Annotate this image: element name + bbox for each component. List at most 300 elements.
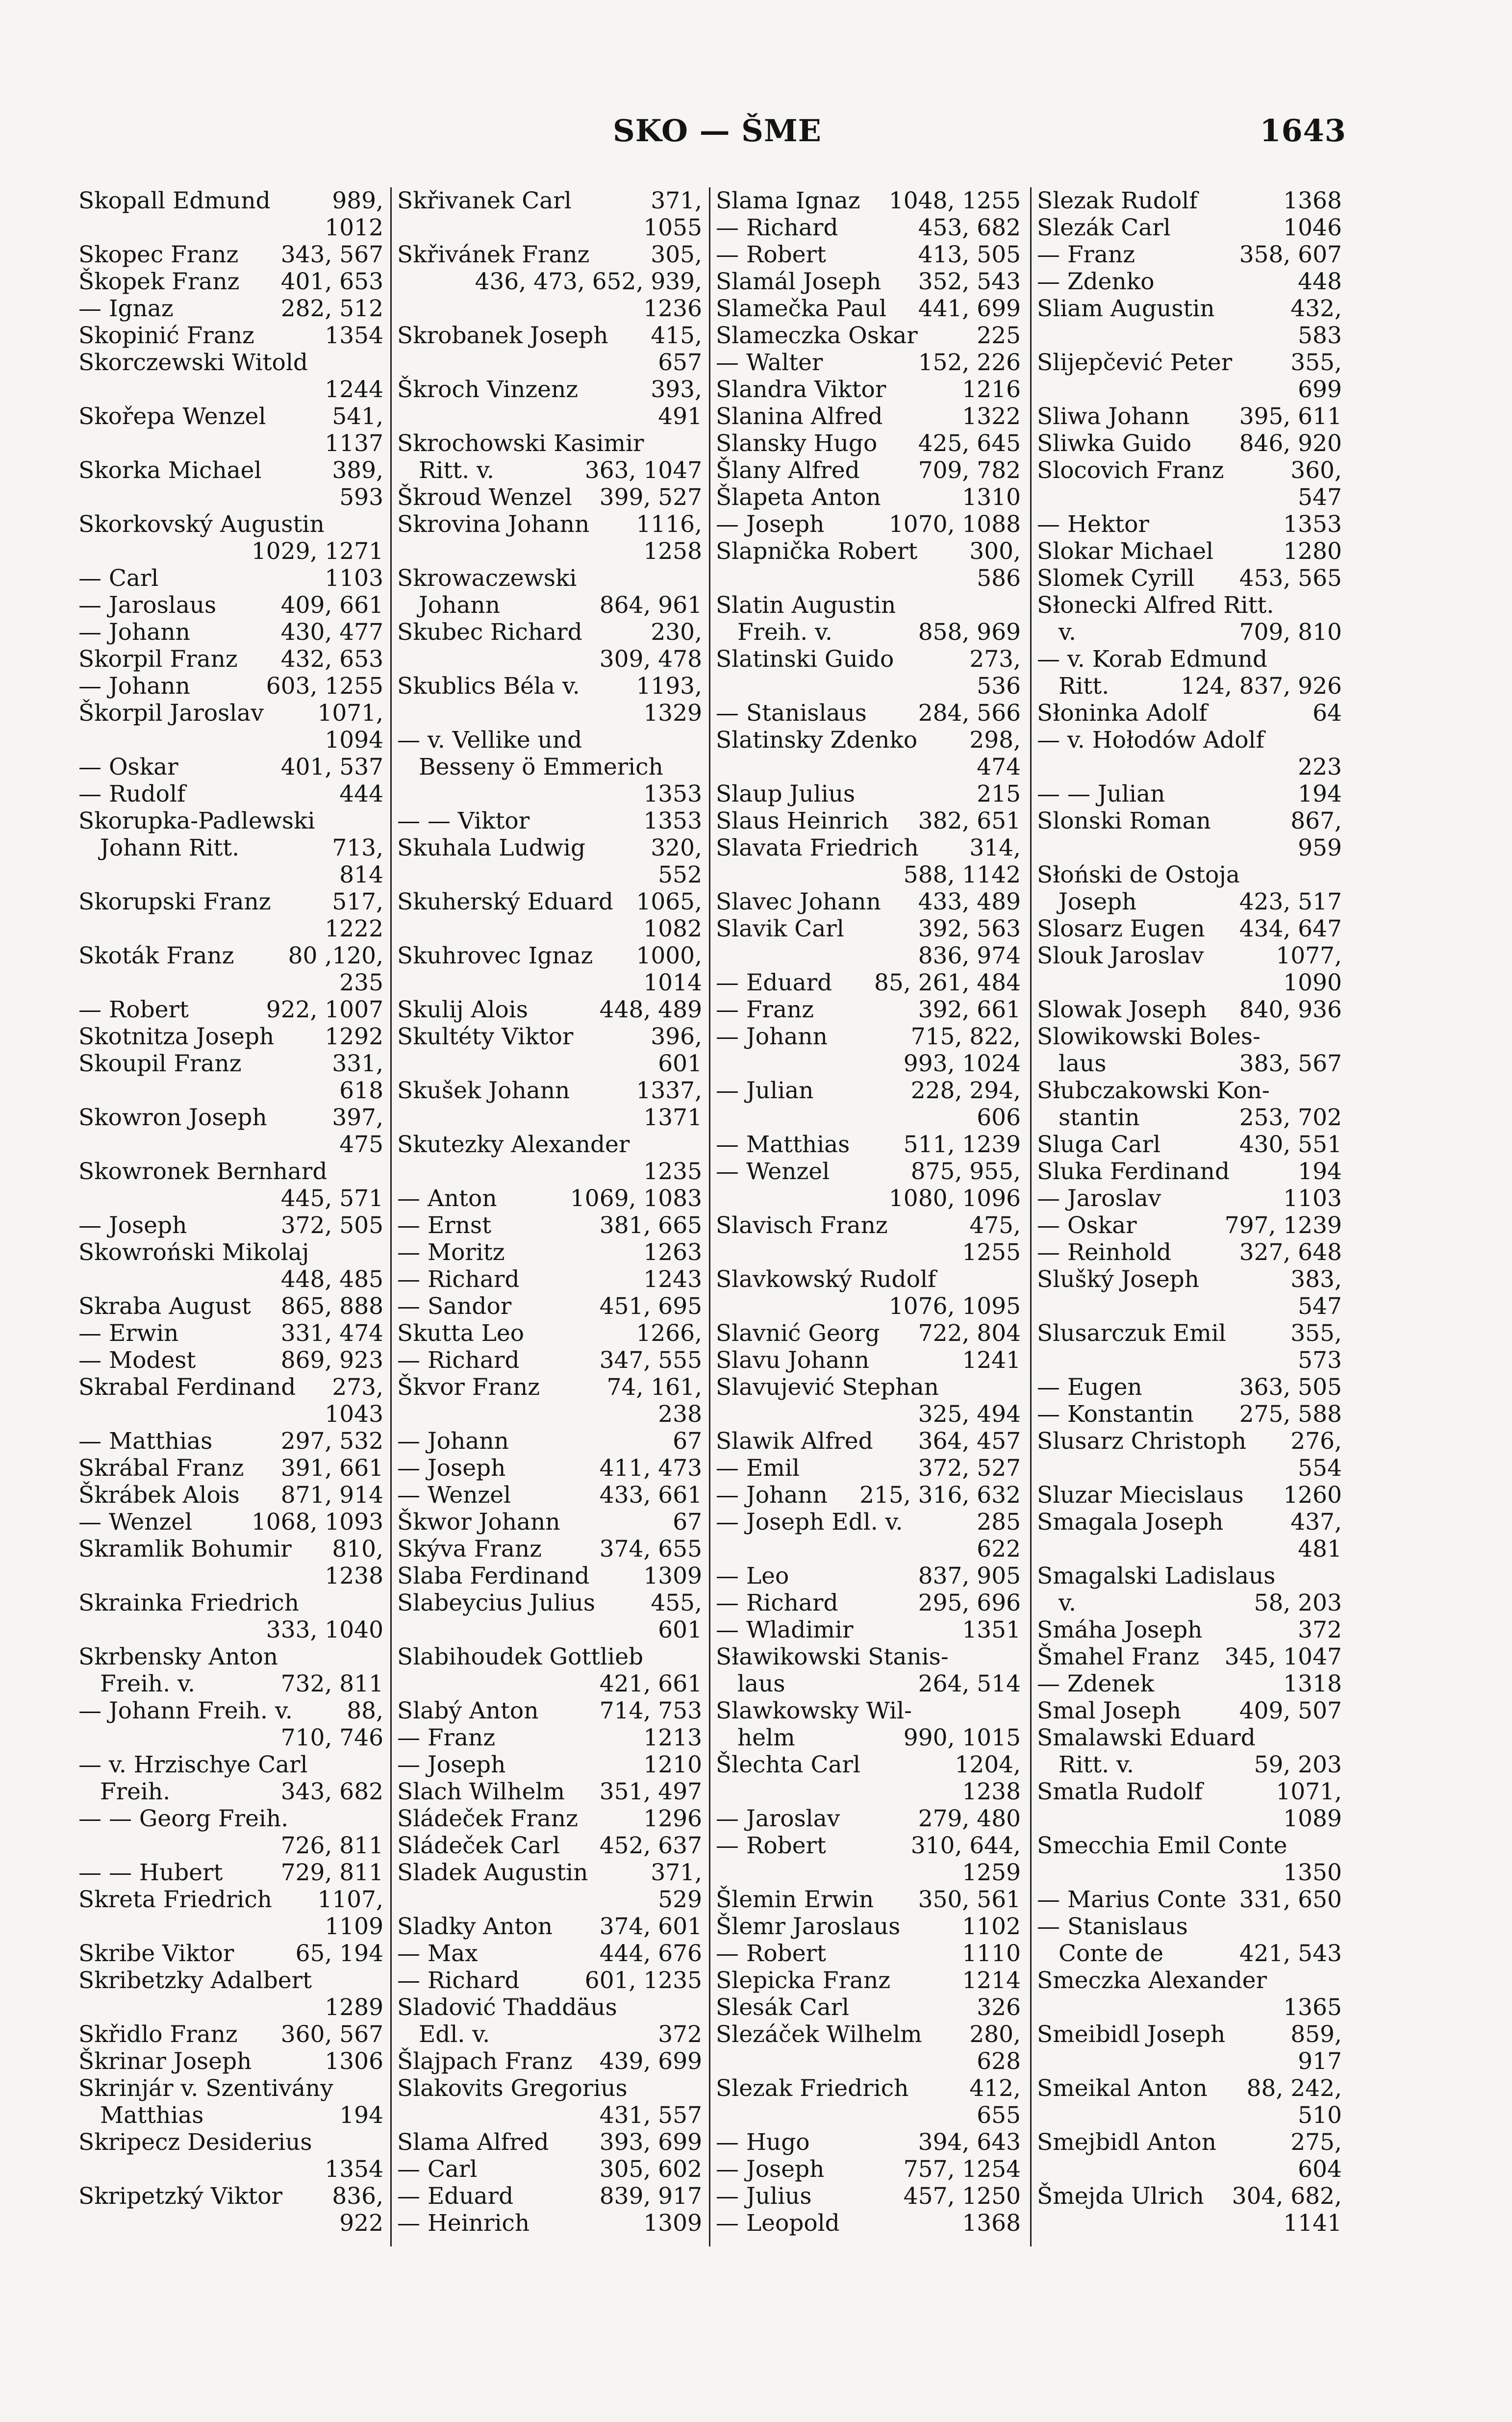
entry-page-refs: 1210 xyxy=(643,1751,702,1778)
entry-page-refs: 481 xyxy=(1298,1536,1342,1563)
entry-name: Slusarz Christoph xyxy=(1037,1428,1247,1455)
entry-name: — Eugen xyxy=(1037,1374,1142,1401)
entry-page-refs: 372, 527 xyxy=(918,1455,1021,1482)
directory-entry-line xyxy=(397,2075,702,2102)
entry-name: Slaup Julius xyxy=(716,781,856,807)
entry-name: Slawik Alfred xyxy=(716,1428,873,1455)
entry-page-refs: 279, 480 xyxy=(918,1805,1021,1832)
entry-name: Skušek Johann xyxy=(397,1077,570,1104)
directory-entry-line xyxy=(716,268,1021,295)
entry-page-refs: 1000, xyxy=(636,942,702,969)
entry-name: — Wenzel xyxy=(397,1482,511,1509)
entry-page-refs: 875, 955, xyxy=(910,1158,1021,1185)
entry-page-refs: 399, 527 xyxy=(599,484,702,511)
entry-name: — Robert xyxy=(78,996,189,1023)
entry-name: Skoupil Franz xyxy=(78,1050,242,1077)
entry-page-refs: 360, 567 xyxy=(280,2021,383,2048)
directory-entry-line xyxy=(716,2210,1021,2237)
entry-name: — Joseph xyxy=(78,1212,187,1239)
directory-entry-line xyxy=(397,861,702,888)
entry-page-refs: 1337, xyxy=(636,1077,702,1104)
entry-page-refs: 397, xyxy=(332,1104,383,1131)
entry-name: — Zdenek xyxy=(1037,1670,1155,1697)
entry-name: Škroch Vinzenz xyxy=(397,376,579,403)
entry-page-refs: 393, 699 xyxy=(599,2129,702,2156)
entry-page-refs: 412, xyxy=(969,2075,1021,2102)
entry-page-refs: 80 ,120, xyxy=(288,942,383,969)
entry-name: Skotnitza Joseph xyxy=(78,1023,275,1050)
directory-entry-line xyxy=(1037,915,1342,942)
directory-entry-line xyxy=(716,727,1021,754)
directory-entry-line xyxy=(78,511,383,538)
entry-page-refs: 554 xyxy=(1298,1455,1342,1482)
entry-name: Škorpil Jaroslav xyxy=(78,700,264,727)
entry-name: Sliwka Guido xyxy=(1037,430,1192,457)
directory-entry-line xyxy=(78,1967,383,1994)
entry-page-refs: 713, xyxy=(332,834,383,861)
directory-entry-line xyxy=(78,592,383,619)
entry-page-refs: 1070, 1088 xyxy=(888,511,1021,538)
directory-entry-line xyxy=(716,1589,1021,1616)
directory-entry-line xyxy=(78,781,383,807)
entry-page-refs: 421, 661 xyxy=(599,1670,702,1697)
entry-page-refs: 215 xyxy=(977,781,1021,807)
entry-name: — v. Hrzischye Carl xyxy=(78,1751,308,1778)
entry-name: Škrinar Joseph xyxy=(78,2048,252,2075)
entry-page-refs: 228, 294, xyxy=(910,1077,1021,1104)
entry-name: Skowron Joseph xyxy=(78,1104,267,1131)
entry-page-refs: 452, 637 xyxy=(599,1832,702,1859)
directory-entry-line xyxy=(397,1886,702,1913)
entry-page-refs: 374, 601 xyxy=(599,1913,702,1940)
entry-page-refs: 457, 1250 xyxy=(903,2183,1021,2210)
entry-page-refs: 1259 xyxy=(962,1859,1021,1886)
entry-page-refs: 1309 xyxy=(643,1563,702,1589)
entry-page-refs: 475 xyxy=(339,1131,383,1158)
directory-entry-line xyxy=(1037,1589,1342,1616)
directory-entry-line xyxy=(716,1482,1021,1509)
entry-page-refs: 922 xyxy=(339,2210,383,2237)
entry-page-refs: 1109 xyxy=(325,1913,383,1940)
entry-name: Slouk Jaroslav xyxy=(1037,942,1204,969)
entry-name: Skoták Franz xyxy=(78,942,234,969)
entry-name: Sladky Anton xyxy=(397,1913,553,1940)
entry-name: Skulij Alois xyxy=(397,996,528,1023)
entry-page-refs: 726, 811 xyxy=(280,1832,383,1859)
entry-page-refs: 1110 xyxy=(962,1940,1021,1967)
entry-name: — Hektor xyxy=(1037,511,1149,538)
entry-page-refs: 88, xyxy=(347,1697,383,1724)
directory-entry-line xyxy=(716,2048,1021,2075)
entry-name: Skopall Edmund xyxy=(78,187,271,214)
directory-entry-line xyxy=(397,1697,702,1724)
directory-entry-line xyxy=(78,1158,383,1185)
entry-name: Slama Ignaz xyxy=(716,187,860,214)
entry-page-refs: 448, 489 xyxy=(599,996,702,1023)
directory-entry-line xyxy=(1037,1643,1342,1670)
directory-entry-line xyxy=(397,349,702,376)
entry-page-refs: 1354 xyxy=(325,322,383,349)
entry-name: Skýva Franz xyxy=(397,1536,542,1563)
entry-name: Slavu Johann xyxy=(716,1347,869,1374)
directory-entry-line xyxy=(397,1293,702,1320)
entry-page-refs: 314, xyxy=(969,834,1021,861)
entry-page-refs: 282, 512 xyxy=(280,295,383,322)
directory-entry-line xyxy=(397,1967,702,1994)
entry-page-refs: 1255 xyxy=(962,1239,1021,1266)
directory-entry-line xyxy=(1037,1374,1342,1401)
entry-page-refs: 917 xyxy=(1298,2048,1342,2075)
entry-page-refs: 124, 837, 926 xyxy=(1181,673,1342,700)
entry-name: — Richard xyxy=(716,1589,838,1616)
directory-entry-line xyxy=(1037,1050,1342,1077)
entry-name: — Julian xyxy=(716,1077,814,1104)
entry-page-refs: 64 xyxy=(1312,700,1342,727)
directory-entry-line xyxy=(397,1940,702,1967)
entry-page-refs: 715, 822, xyxy=(910,1023,1021,1050)
directory-entry-line xyxy=(716,2102,1021,2129)
entry-page-refs: 409, 661 xyxy=(280,592,383,619)
entry-name: Šlemr Jaroslaus xyxy=(716,1913,901,1940)
directory-entry-line xyxy=(397,700,702,727)
entry-page-refs: 588, 1142 xyxy=(903,861,1021,888)
page-number: 1643 xyxy=(1260,113,1346,149)
directory-entry-line xyxy=(397,1778,702,1805)
entry-name: Skubec Richard xyxy=(397,619,582,646)
entry-name: Skrainka Friedrich xyxy=(78,1589,300,1616)
entry-page-refs: 331, 474 xyxy=(280,1320,383,1347)
entry-page-refs: 1238 xyxy=(962,1778,1021,1805)
entry-page-refs: 1296 xyxy=(643,1805,702,1832)
entry-name: Skřidlo Franz xyxy=(78,2021,238,2048)
entry-page-refs: 448, 485 xyxy=(280,1266,383,1293)
entry-page-refs: 1280 xyxy=(1283,538,1342,565)
entry-page-refs: 1371 xyxy=(643,1104,702,1131)
entry-page-refs: 1222 xyxy=(325,915,383,942)
entry-name: Skrábal Franz xyxy=(78,1455,244,1482)
directory-entry-line xyxy=(397,1185,702,1212)
entry-page-refs: 305, xyxy=(651,241,702,268)
directory-entry-line xyxy=(716,1832,1021,1859)
entry-name: — v. Vellike und xyxy=(397,727,582,754)
entry-page-refs: 333, 1040 xyxy=(266,1616,383,1643)
directory-entry-line xyxy=(716,2156,1021,2183)
entry-name: — Ignaz xyxy=(78,295,174,322)
entry-page-refs: 836, xyxy=(332,2183,383,2210)
entry-page-refs: 601 xyxy=(658,1050,702,1077)
directory-entry-line xyxy=(397,888,702,915)
entry-name: — Marius Conte xyxy=(1037,1886,1227,1913)
entry-page-refs: 74, 161, xyxy=(606,1374,702,1401)
directory-entry-line xyxy=(1037,1994,1342,2021)
column-1 xyxy=(78,187,383,2237)
directory-entry-line xyxy=(397,1212,702,1239)
entry-page-refs: 295, 696 xyxy=(918,1589,1021,1616)
directory-entry-line xyxy=(78,1643,383,1670)
directory-entry-line xyxy=(78,2102,383,2129)
directory-entry-line xyxy=(716,187,1021,214)
directory-entry-line xyxy=(1037,1805,1342,1832)
directory-entry-line xyxy=(397,511,702,538)
entry-page-refs: 1368 xyxy=(1283,187,1342,214)
entry-name: — Eduard xyxy=(716,969,832,996)
directory-entry-line xyxy=(397,214,702,241)
entry-name: Skopinić Franz xyxy=(78,322,254,349)
entry-page-refs: 1260 xyxy=(1283,1482,1342,1509)
entry-name: — Richard xyxy=(397,1347,520,1374)
directory-entry-line xyxy=(78,861,383,888)
entry-name: — Johann xyxy=(397,1428,509,1455)
entry-page-refs: 360, xyxy=(1290,457,1342,484)
directory-entry-line xyxy=(1037,673,1342,700)
entry-name: — Walter xyxy=(716,349,823,376)
entry-page-refs: 1137 xyxy=(325,430,383,457)
entry-name: Slepicka Franz xyxy=(716,1967,891,1994)
entry-name: Slaus Heinrich xyxy=(716,807,889,834)
directory-entry-line xyxy=(78,727,383,754)
directory-entry-line xyxy=(397,2129,702,2156)
entry-name: Slanina Alfred xyxy=(716,403,883,430)
directory-entry-line xyxy=(716,403,1021,430)
directory-entry-line xyxy=(1037,322,1342,349)
entry-name: Skripetzký Viktor xyxy=(78,2183,282,2210)
entry-page-refs: 444 xyxy=(339,781,383,807)
directory-entry-line xyxy=(1037,942,1342,969)
directory-entry-line xyxy=(716,1266,1021,1293)
directory-entry-line xyxy=(78,1347,383,1374)
directory-entry-line xyxy=(716,1077,1021,1104)
entry-name: Skrochowski Kasimir xyxy=(397,430,644,457)
entry-name: Sluzar Miecislaus xyxy=(1037,1482,1244,1509)
entry-page-refs: 453, 682 xyxy=(918,214,1021,241)
entry-page-refs: 194 xyxy=(1298,1158,1342,1185)
entry-name: — Robert xyxy=(716,241,826,268)
entry-name: — Leopold xyxy=(716,2210,840,2237)
entry-page-refs: 391, 661 xyxy=(280,1455,383,1482)
directory-entry-line xyxy=(716,1104,1021,1131)
entry-name: — Joseph xyxy=(716,2156,825,2183)
entry-name: Slomek Cyrill xyxy=(1037,565,1195,592)
directory-entry-line xyxy=(78,1050,383,1077)
entry-name: — Eduard xyxy=(397,2183,514,2210)
directory-entry-line xyxy=(78,2183,383,2210)
entry-name: Sluga Carl xyxy=(1037,1131,1161,1158)
entry-page-refs: 586 xyxy=(977,565,1021,592)
entry-page-refs: 401, 653 xyxy=(280,268,383,295)
entry-name: — Johann xyxy=(78,619,190,646)
entry-page-refs: 1241 xyxy=(962,1347,1021,1374)
directory-entry-line xyxy=(78,1616,383,1643)
directory-entry-line xyxy=(78,1401,383,1428)
entry-page-refs: 709, 810 xyxy=(1239,619,1342,646)
directory-entry-line xyxy=(397,646,702,673)
entry-name: Skopec Franz xyxy=(78,241,239,268)
entry-page-refs: 757, 1254 xyxy=(903,2156,1021,2183)
directory-entry-line xyxy=(397,1428,702,1455)
directory-entry-line xyxy=(716,1994,1021,2021)
directory-entry-line xyxy=(716,1643,1021,1670)
entry-page-refs: 436, 473, 652, 939, xyxy=(475,268,702,295)
entry-name: Skowroński Mikolaj xyxy=(78,1239,309,1266)
directory-entry-line xyxy=(716,349,1021,376)
directory-entry-line xyxy=(397,1401,702,1428)
entry-page-refs: 230, xyxy=(651,619,702,646)
entry-page-refs: 58, 203 xyxy=(1254,1589,1342,1616)
entry-name: Skuherský Eduard xyxy=(397,888,613,915)
entry-page-refs: 814 xyxy=(339,861,383,888)
entry-page-refs: 729, 811 xyxy=(280,1859,383,1886)
directory-entry-line xyxy=(1037,1670,1342,1697)
entry-page-refs: 541, xyxy=(332,403,383,430)
directory-entry-line xyxy=(397,1670,702,1697)
directory-entry-line xyxy=(716,1050,1021,1077)
entry-page-refs: 1309 xyxy=(643,2210,702,2237)
directory-entry-line xyxy=(397,673,702,700)
entry-page-refs: 355, xyxy=(1290,349,1342,376)
entry-name: — — Hubert xyxy=(78,1859,223,1886)
entry-name: — Johann xyxy=(716,1023,828,1050)
directory-entry-line xyxy=(1037,781,1342,807)
entry-name: Slavujević Stephan xyxy=(716,1374,939,1401)
entry-page-refs: 372, 505 xyxy=(280,1212,383,1239)
entry-name: Slokar Michael xyxy=(1037,538,1214,565)
directory-entry-line xyxy=(397,1536,702,1563)
directory-entry-line xyxy=(1037,2210,1342,2237)
directory-entry-line xyxy=(1037,996,1342,1023)
entry-page-refs: 298, xyxy=(969,727,1021,754)
directory-entry-line xyxy=(716,754,1021,781)
entry-page-refs: 432, 653 xyxy=(280,646,383,673)
directory-entry-line xyxy=(78,1536,383,1563)
directory-entry-line xyxy=(397,2102,702,2129)
entry-page-refs: 59, 203 xyxy=(1254,1751,1342,1778)
entry-page-refs: 618 xyxy=(339,1077,383,1104)
directory-entry-line xyxy=(78,1239,383,1266)
entry-page-refs: 517, xyxy=(332,888,383,915)
directory-entry-line xyxy=(1037,807,1342,834)
directory-entry-line xyxy=(397,322,702,349)
column-4 xyxy=(1037,187,1342,2237)
entry-page-refs: 922, 1007 xyxy=(266,996,383,1023)
entry-page-refs: 1216 xyxy=(962,376,1021,403)
entry-name: Šlajpach Franz xyxy=(397,2048,573,2075)
entry-name: — Oskar xyxy=(78,754,178,781)
entry-page-refs: 583 xyxy=(1298,322,1342,349)
directory-entry-line xyxy=(716,214,1021,241)
directory-entry-line xyxy=(1037,1401,1342,1428)
directory-entry-line xyxy=(397,754,702,781)
entry-name: Ritt. v. xyxy=(1058,1751,1134,1778)
entry-page-refs: 1043 xyxy=(325,1401,383,1428)
directory-entry-line xyxy=(716,2183,1021,2210)
directory-entry-line xyxy=(78,1589,383,1616)
entry-name: Skraba August xyxy=(78,1293,251,1320)
entry-page-refs: 1193, xyxy=(636,673,702,700)
entry-name: Freih. v. xyxy=(100,1670,195,1697)
entry-name: — Moritz xyxy=(397,1239,505,1266)
directory-entry-line xyxy=(78,1697,383,1724)
directory-entry-line xyxy=(397,834,702,861)
directory-entry-line xyxy=(1037,1616,1342,1643)
entry-page-refs: 439, 699 xyxy=(599,2048,702,2075)
directory-entry-line xyxy=(716,942,1021,969)
directory-entry-line xyxy=(1037,1724,1342,1751)
entry-name: Slaba Ferdinand xyxy=(397,1563,590,1589)
entry-page-refs: 1068, 1093 xyxy=(251,1509,383,1536)
entry-page-refs: 437, xyxy=(1290,1509,1342,1536)
entry-name: Smagalski Ladislaus xyxy=(1037,1563,1276,1589)
entry-name: Slamál Joseph xyxy=(716,268,882,295)
directory-entry-line xyxy=(78,1509,383,1536)
directory-entry-line xyxy=(78,1805,383,1832)
directory-entry-line xyxy=(397,1832,702,1859)
entry-name: — Erwin xyxy=(78,1320,179,1347)
entry-name: Sliam Augustin xyxy=(1037,295,1215,322)
entry-name: Slosarz Eugen xyxy=(1037,915,1205,942)
entry-name: — Modest xyxy=(78,1347,196,1374)
entry-name: Sluka Ferdinand xyxy=(1037,1158,1230,1185)
directory-entry-line xyxy=(1037,241,1342,268)
directory-entry-line xyxy=(397,1131,702,1158)
entry-page-refs: 445, 571 xyxy=(280,1185,383,1212)
entry-page-refs: 1069, 1083 xyxy=(570,1185,702,1212)
entry-page-refs: 264, 514 xyxy=(918,1670,1021,1697)
entry-name: Slezak Friedrich xyxy=(716,2075,909,2102)
directory-entry-line xyxy=(1037,1859,1342,1886)
entry-name: — Zdenko xyxy=(1037,268,1155,295)
entry-page-refs: 510 xyxy=(1298,2102,1342,2129)
entry-name: — Wenzel xyxy=(716,1158,830,1185)
entry-name: Slapnička Robert xyxy=(716,538,918,565)
entry-page-refs: 547 xyxy=(1298,1293,1342,1320)
entry-page-refs: 389, xyxy=(332,457,383,484)
entry-page-refs: 444, 676 xyxy=(599,1940,702,1967)
directory-entry-line xyxy=(78,187,383,214)
entry-name: Skrobanek Joseph xyxy=(397,322,608,349)
entry-name: Słoński de Ostoja xyxy=(1037,861,1240,888)
entry-name: — Carl xyxy=(397,2156,478,2183)
column-divider xyxy=(1030,187,1032,2246)
entry-name: — Stanislaus xyxy=(1037,1913,1188,1940)
directory-entry-line xyxy=(78,1374,383,1401)
entry-page-refs: 309, 478 xyxy=(599,646,702,673)
directory-entry-line xyxy=(716,1320,1021,1347)
entry-name: Smalawski Eduard xyxy=(1037,1724,1256,1751)
entry-name: Smal Joseph xyxy=(1037,1697,1182,1724)
entry-page-refs: 371, xyxy=(651,187,702,214)
entry-name: Slonski Roman xyxy=(1037,807,1211,834)
entry-page-refs: 194 xyxy=(339,2102,383,2129)
entry-page-refs: 374, 655 xyxy=(599,1536,702,1563)
entry-page-refs: 858, 969 xyxy=(918,619,1021,646)
entry-page-refs: 1071, xyxy=(1276,1778,1342,1805)
entry-page-refs: 65, 194 xyxy=(295,1940,383,1967)
directory-entry-line xyxy=(716,1428,1021,1455)
entry-name: — — Viktor xyxy=(397,807,530,834)
directory-entry-line xyxy=(397,1482,702,1509)
entry-name: Skořepa Wenzel xyxy=(78,403,266,430)
entry-name: — Emil xyxy=(716,1455,800,1482)
directory-entry-line xyxy=(397,1347,702,1374)
directory-entry-line xyxy=(716,565,1021,592)
entry-name: Skuhrovec Ignaz xyxy=(397,942,593,969)
entry-page-refs: 432, xyxy=(1290,295,1342,322)
entry-page-refs: 990, 1015 xyxy=(903,1724,1021,1751)
directory-entry-line xyxy=(397,942,702,969)
entry-page-refs: 836, 974 xyxy=(918,942,1021,969)
entry-name: — Franz xyxy=(716,996,814,1023)
directory-entry-line xyxy=(716,1023,1021,1050)
